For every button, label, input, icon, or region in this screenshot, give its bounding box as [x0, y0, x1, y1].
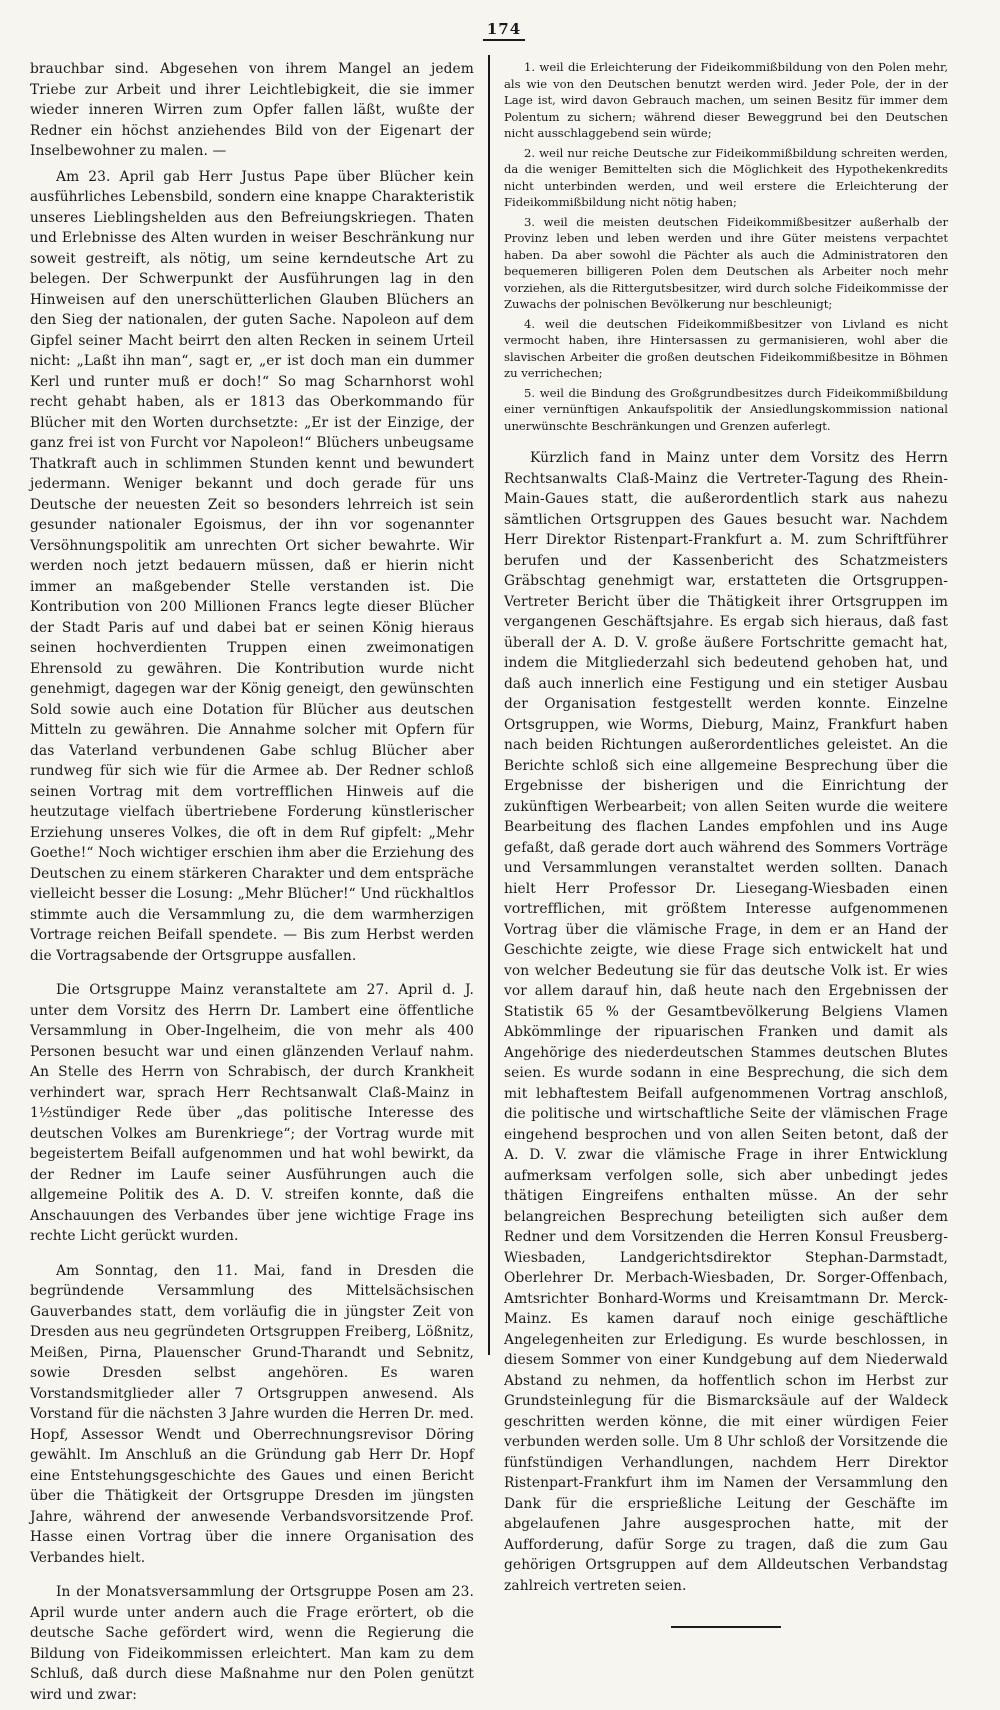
paragraph-inselbewohner: brauchbar sind. Abgesehen von ihrem Mangel an jedem Triebe zur Arbeit und ihrer Leichtlebigkeit, die sie immer wieder inneren Wirren zum Opfer fallen läßt, wußte der Redner ein höchst anziehendes Bild von der Eigenart der Inselbewohner zu malen. —: [30, 61, 474, 159]
page-number-text: 174: [483, 20, 525, 41]
posen-reasons-list: [504, 59, 948, 434]
list-item: 2. weil nur reiche Deutsche zur Fideikommißbildung schreiten werden, da die weniger Bemittelten sich die Möglichkeit des Hypothekenkredits nicht unterbinden werden, und weil erstere die Erleichterung der Fideikommißbildung nicht nötig haben;: [504, 145, 948, 209]
paragraph-mainz-ingelheim: Die Ortsgruppe Mainz veranstaltete am 27. April d. J. unter dem Vorsitz des Herrn Dr. Lambert eine öffentliche Versammlung in Ober-Ingelheim, die von mehr als 400 Personen besucht war und einen glänzenden Verlauf nahm. An Stelle des Herrn von Schrabisch, der durch Krankheit verhindert war, sprach Herr Rechtsanwalt Claß-Mainz in 1½stündiger Rede über „das politische Interesse des deutschen Volkes am Burenkriege“; der Vortrag wurde mit begeistertem Beifall aufgenommen und hat wohl bewirkt, da der Redner im Laufe seiner Ausführungen auch die allgemeine Politik des A. D. V. streifen konnte, daß die Anschauungen des Verbandes über jene wichtige Frage ins rechte Licht gerückt wurden.: [30, 982, 474, 1244]
paragraph-rhein-main-gau: Kürzlich fand in Mainz unter dem Vorsitz des Herrn Rechtsanwalts Claß-Mainz die Vertreter-Tagung des Rhein-Main-Gaues statt, die außerordentlich stark aus nahezu sämtlichen Ortsgruppen des Gaues besucht war. Nachdem Herr Direktor Ristenpart-Frankfurt a. M. zum Schriftführer berufen und der Kassenbericht des Schatzmeisters Gräbschtag genehmigt war, erstatteten die Ortsgruppen-Vertreter Bericht über die Thätigkeit ihrer Ortsgruppen im vergangenen Geschäftsjahre. Es ergab sich hieraus, daß fast überall der A. D. V. große äußere Fortschritte gemacht hat, indem die Mitgliederzahl sich bedeutend gehoben hat, und daß auch innerlich eine Festigung und ein stetiger Ausbau der Organisation festgestellt werden konnte. Einzelne Ortsgruppen, wie Worms, Dieburg, Mainz, Frankfurt haben nach beiden Richtungen außerordentliches geleistet. An die Berichte schloß sich eine allgemeine Besprechung über die Ergebnisse der bisherigen und die Einrichtung der zukünftigen Werbearbeit; von allen Seiten wurde die weitere Bearbeitung des flachen Landes empfohlen und ins Auge gefaßt, daß gerade dort auch während des Sommers Vorträge und Versammlungen veranstaltet werden sollten. Danach hielt Herr Professor Dr. Liesegang-Wiesbaden einen vortrefflichen, mit größtem Interesse aufgenommenen Vortrag über die vlämische Frage, in dem er an Hand der Geschichte zeigte, wie diese Frage sich entwickelt hat und von welcher Bedeutung sie für das deutsche Volk ist. Er wies vor allem darauf hin, daß heute nach den Ergebnissen der Statistik 65 % der Gesamtbevölkerung Belgiens Vlamen Abkömmlinge der ripuarischen Franken und damit als Angehörige des niederdeutschen Stammes deutschen Blutes seien. Es wurde sodann in eine Besprechung, die sich dem mit lebhaftestem Beifall aufgenommenen Vortrag anschloß, die politische und wirtschaftliche Seite der vlämischen Frage eingehend besprochen und von allen Seiten betont, daß der A. D. V. zwar die vlämische Frage in ihrer Entwicklung aufmerksam verfolgen solle, sich aber unbedingt jedes thätigen Eingreifens enthalten müsse. An der sehr belangreichen Besprechung beteiligten sich außer dem Redner und dem Vorsitzenden die Herren Konsul Freusberg-Wiesbaden, Landgerichtsdirektor Stephan-Darmstadt, Oberlehrer Dr. Merbach-Wiesbaden, Dr. Sorger-Offenbach, Amtsrichter Bonhard-Worms und Kreisamtmann Dr. Merck-Mainz. Es kamen darauf noch einige geschäftliche Angelegenheiten zur Erledigung. Es wurde beschlossen, in diesem Sommer von einer Kundgebung auf dem Niederwald Abstand zu nehmen, da hoffentlich schon im Herbst zur Grundsteinlegung für die Bismarcksäule auf der Waldeck geschritten werden könne, die mit einer würdigen Feier verbunden werden solle. Um 8 Uhr schloß der Vorsitzende die fünfstündigen Verhandlungen, nachdem Herr Direktor Ristenpart-Frankfurt ihm im Namen der Versammlung den Dank für die ersprießliche Leitung der Geschäfte im abgelaufenen Jahre ausgesprochen hatte, mit der Aufforderung, dafür Sorge zu tragen, daß die zum Gau gehörigen Ortsgruppen auf dem Alldeutschen Verbandstag zahlreich vertreten seien.: [504, 450, 948, 1594]
list-item: 3. weil die meisten deutschen Fideikommißbesitzer außerhalb der Provinz leben und leben werden und ihre Güter meistens verpachtet haben. Da aber sowohl die Pächter als auch die Administratoren den bequemeren billigeren Polen dem Deutschen als Arbeiter noch mehr vorziehen, als die Rittergutsbesitzer, wird durch solche Fideikommisse der Zuwachs der polnischen Bevölkerung nur beschleunigt;: [504, 214, 948, 311]
left-column: [30, 59, 488, 1710]
list-item: 4. weil die deutschen Fideikommißbesitzer von Livland es nicht vermocht haben, ihre Hintersassen zu germanisieren, wohl aber die slavischen Arbeiter die großen deutschen Fideikommißbesitze in Böhmen zu verrichechen;: [504, 316, 948, 380]
page-number: [30, 20, 978, 41]
paragraph-dresden-gauverband: Am Sonntag, den 11. Mai, fand in Dresden die begründende Versammlung des Mittelsächsischen Gauverbandes statt, dem vorläufig die in jüngster Zeit von Dresden aus neu gegründeten Ortsgruppen Freiberg, Lößnitz, Meißen, Pirna, Plauenscher Grund-Tharandt und Sebnitz, sowie Dresden selbst angehören. Es waren Vorstandsmitglieder aller 7 Ortsgruppen anwesend. Als Vorstand für die nächsten 3 Jahre wurden die Herren Dr. med. Hopf, Assessor Wendt und Oberrechnungsrevisor Döring gewählt. Im Anschluß an die Gründung gab Herr Dr. Hopf eine Entstehungsgeschichte des Gaues und einen Bericht über die Thätigkeit der Ortsgruppe Dresden im jüngsten Jahre, während der anwesende Verbandsvorsitzende Prof. Hasse einen Vortrag über die innere Organisation des Verbandes hielt.: [30, 1262, 474, 1566]
list-item: 5. weil die Bindung des Großgrundbesitzes durch Fideikommißbildung einer vernünftigen Ankaufspolitik der Ansiedlungskommission national unerwünschte Beschränkungen und Grenzen auferlegt.: [504, 385, 948, 433]
paragraph-bluecher: Am 23. April gab Herr Justus Pape über Blücher kein ausführliches Lebensbild, sondern eine knappe Charakteristik unseres Lieblingshelden aus den Befreiungskriegen. Thaten und Erlebnisse des Alten wurden in weiser Beschränkung nur soweit gestreift, als nötig, um seine kerndeutsche Art zu belegen. Der Schwerpunkt der Ausführungen lag in den Hinweisen auf den unerschütterlichen Glauben Blüchers an den Sieg der nationalen, der guten Sache. Napoleon auf dem Gipfel seiner Macht beirrt den alten Recken in seinem Urteil nicht: „Laßt ihn man“, sagt er, „er ist doch man ein dummer Kerl und runter muß er doch!“ So mag Scharnhorst wohl recht gehabt haben, als er 1813 das Oberkommando für Blücher mit den Worten durchsetzte: „Er ist der Einzige, der ganz frei ist von Furcht vor Napoleon!“ Blüchers unbeugsame Thatkraft auch in schlimmen Stunden kennt und bewundert jedermann. Weniger bekannt und doch gerade für uns Deutsche der neuesten Zeit so besonders lehrreich ist sein gesunder nationaler Egoismus, der ihn vor sogenannter Versöhnungspolitik am unrechten Ort sicher bewahrte. Wir werden noch jetzt bedauern müssen, daß er hierin nicht immer an maßgebender Stelle verstanden ist. Die Kontribution von 200 Millionen Francs legte dieser Blücher der Stadt Paris auf und dabei bat er seinen König hieraus seinen hochverdienten Truppen einen zweimonatigen Ehrensold zu gewähren. Die Kontribution wurde nicht genehmigt, dagegen war der König geneigt, den gewünschten Sold sowie auch eine Dotation für Blücher aus deutschen Mitteln zu gewähren. Die Annahme solcher mit Opfern für das Vaterland verbundenen Gabe schlug Blücher aber rundweg für sich wie für die Armee ab. Der Redner schloß seinen Vortrag mit dem vortrefflichen Hinweis auf die heutzutage vielfach übertriebene Forderung künstlerischer Erziehung unseres Volkes, die oft in dem Ruf gipfelt: „Mehr Goethe!“ Noch wichtiger erschien ihm aber die Erziehung des Deutschen zu einem stärkeren Charakter und dem entspräche vielleicht besser die Losung: „Mehr Blücher!“ Und rückhaltlos stimmte auch die Versammlung zu, die dem warmherzigen Vortrage reichen Beifall spendete. — Bis zum Herbst werden die Vortragsabende der Ortsgruppe ausfallen.: [30, 168, 474, 964]
list-item: 1. weil die Erleichterung der Fideikommißbildung von den Polen mehr, als wie von den Deutschen benutzt werden wird. Jeder Pole, der in der Lage ist, wird davon Gebrauch machen, um seinen Besitz für immer dem Polentum zu sichern; während dieser Beweggrund bei den Deutschen nicht ausschlaggebend sein würde;: [504, 60, 948, 140]
end-rule: [671, 1626, 781, 1628]
paragraph-posen: In der Monatsversammlung der Ortsgruppe Posen am 23. April wurde unter andern auch die Frage erörtert, ob die deutsche Sache gefördert wird, wenn die Regierung die Bildung von Fideikommissen erleichtert. Man kam zu dem Schluß, daß durch diese Maßnahme nur den Polen genützt wird und zwar:: [30, 1584, 474, 1703]
right-column: [490, 59, 948, 1628]
article-columns: [30, 59, 978, 1710]
